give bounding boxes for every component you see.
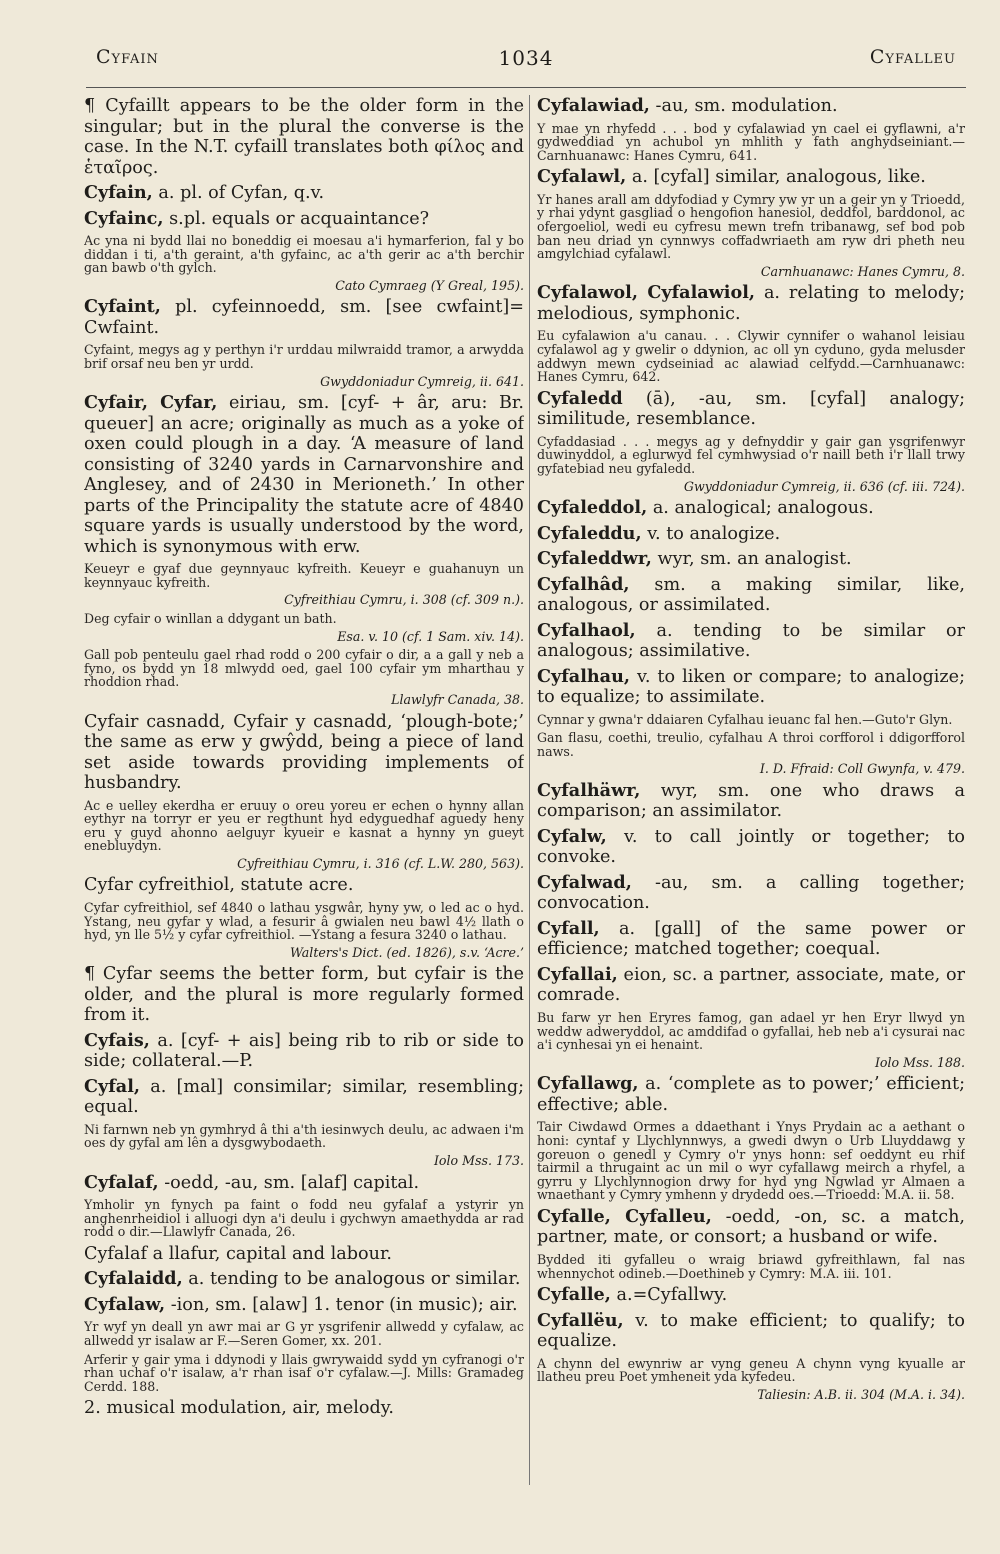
entry-headword: Cyfall, (537, 917, 600, 939)
dictionary-entry (84, 712, 524, 794)
dictionary-entry (84, 1295, 524, 1316)
citation: Llawlyfr Canada, 38. (391, 691, 524, 707)
quotation: Ac yna ni bydd llai no boneddig ei moesau a'i hymarferion, fal y bo diddan i ti, a'th geraint, a'th gyfainc, ac a'th gerir ac a'th berchir gan bawb o'th gylch. (84, 233, 524, 276)
citation: Cato Cymraeg (Y Greal, 195). (335, 277, 524, 293)
entry-definition: 2. musical modulation, air, melody. (84, 1398, 394, 1419)
entry-headword: Cyfalaidd, (84, 1268, 183, 1290)
entry-headword: Cyfallai, (537, 963, 618, 985)
entry-definition: -oedd, -on, sc. a match, partner, mate, or consort; a husband or wife. (537, 1206, 965, 1248)
dictionary-entry (537, 621, 965, 662)
left-column (84, 96, 524, 1496)
entry-headword: Cyfallawg, (537, 1073, 639, 1095)
quotation: Tair Ciwdawd Ormes a ddaethant i Ynys Prydain ac a aethant o honi: cyntaf y Llychlynnwys, a gwedi dwyn o Urb Lluyddawg y goreuon o genedl y Cymry o'r ynys honn: sef oeddynt eu rhif tairmil a thrugaint ac un mil o wyr cyfallawg meirch a rhyfel, a gyrru y Llychlynnogion drwy for hyd yng Ngwlad yr Almaen a wnaethant y Cymry ymhenn y drydedd oes.—Trioedd: M.A. ii. 58. (537, 1119, 965, 1203)
citation: I. D. Ffraid: Coll Gwynfa, v. 479. (759, 761, 965, 777)
entry-headword: Cyfaleddol, (537, 497, 648, 519)
citation: Cyfreithiau Cymru, i. 308 (cf. 309 n.). (284, 592, 524, 608)
entry-headword: Cyfallëu, (537, 1309, 624, 1331)
entry-definition: -au, sm. modulation. (655, 96, 838, 116)
right-column (537, 96, 965, 1496)
entry-headword: Cyfalhäwr, (537, 779, 641, 801)
entry-definition: ¶ Cyfaillt appears to be the older form in the singular; but in the plural the converse is the case. In the N.T. cyfaill translates both φίλος and ἑταῖρος. (84, 96, 524, 178)
entry-headword: Cyfalhau, (537, 665, 630, 687)
entry-definition: Cyfair casnadd, Cyfair y casnadd, ‘plough-bote;’ the same as erw y gwŷdd, being a piece of land set aside towards providing implements of husbandry. (84, 711, 524, 793)
dictionary-entry (84, 1244, 524, 1265)
entry-definition: ¶ Cyfar seems the better form, but cyfair is the older, and the plural is more regularly formed from it. (84, 964, 524, 1026)
entry-definition: s.pl. equals or acquaintance? (169, 208, 430, 229)
dictionary-entry (84, 96, 524, 178)
entry-definition: wyr, sm. an analogist. (657, 549, 852, 570)
entry-definition: pl. cyfeinnoedd, sm. [see cwfaint]= Cwfaint. (84, 297, 524, 338)
entry-headword: Cyfainc, (84, 207, 164, 229)
dictionary-entry (537, 1074, 965, 1115)
dictionary-entry (537, 389, 965, 430)
entry-definition: a. [cyfal] similar, analogous, like. (631, 167, 926, 188)
citation: Walters's Dict. (ed. 1826), s.v. ‘Acre.’ (289, 944, 524, 960)
entry-headword: Cyfaleddu, (537, 522, 642, 544)
dictionary-entry (84, 297, 524, 338)
quotation: A chynn del ewynriw ar vyng geneu A chynn vyng kyualle ar llatheu preu Poet ymheneit yda kyfedeu. (537, 1355, 965, 1385)
quotation: Gan flasu, coethi, treulio, cyfalhau A throi corfforol i ddigorfforol naws. (537, 730, 965, 759)
quotation: Y mae yn rhyfedd . . . bod y cyfalawiad yn cael ei gyflawni, a'r gydweddiad yn achubol yn mhlith y fath anghydseiniant.—Carnhuanawc: Hanes Cymru, 641. (537, 120, 965, 163)
entry-definition: v. to analogize. (647, 523, 781, 544)
entry-definition: Cyfalaf a llafur, capital and labour. (84, 1243, 393, 1264)
citation: Cyfreithiau Cymru, i. 316 (cf. L.W. 280, 563). (237, 855, 524, 871)
entry-headword: Cyfalawl, (537, 166, 627, 188)
dictionary-entry (537, 919, 965, 960)
dictionary-entry (84, 1031, 524, 1072)
entry-headword: Cyfalawol, Cyfalawiol, (537, 282, 756, 304)
dictionary-entry (537, 667, 965, 708)
citation: Gwyddoniadur Cymreig, ii. 636 (cf. iii. 724). (683, 478, 965, 494)
dictionary-entry (537, 1311, 965, 1352)
dictionary-entry (537, 498, 965, 519)
citation: Carnhuanawc: Hanes Cymru, 8. (760, 263, 965, 279)
quotation: Ni farnwn neb yn gymhryd â thi a'th iesinwych deulu, ac adwaen i'm oes dy gyfal am lên a dysgwybodaeth. (84, 1121, 524, 1151)
dictionary-entry (84, 1173, 524, 1194)
entry-headword: Cyfalhaol, (537, 619, 636, 641)
dictionary-entry (537, 96, 965, 117)
quotation: Cyfar cyfreithiol, sef 4840 o lathau ysgwâr, hyny yw, o led ac o hyd. Ystang, neu gyfar y wlad, a fesurir â gwialen neu bawl 4½ llath o hyd, yn lle 5½ y cyfar cyfreithiol. —Ystang a fesura 3240 o lathau. (84, 899, 524, 943)
running-head-left: Cyfain (96, 46, 159, 68)
entry-definition: a. tending to be analogous or similar. (188, 1269, 521, 1290)
header-rule (86, 87, 966, 88)
quotation: Cyfaint, megys ag y perthyn i'r urddau milwraidd tramor, a arwydda brif orsaf neu ben yr urdd. (84, 342, 524, 371)
quotation: Eu cyfalawion a'u canau. . . Clywir cynnifer o wahanol leisiau cyfalawol ag y gwelir o ddynion, ac oll yn cyduno, gyda melusder addwyn mewn cydseiniad ac alawiad celfydd.—Carnhuanawc: Hanes Cymru, 642. (537, 328, 965, 385)
quotation: Gall pob penteulu gael rhad rodd o 200 cyfair o dir, a a gall y neb a fyno, os bydd yn 18 mlwydd oed, gael 100 cyfair ym mharthau y rhoddion rhad. (84, 647, 524, 690)
entry-definition: a. tending to be similar or analogous; assimilative. (537, 620, 965, 662)
dictionary-entry (537, 524, 965, 545)
entry-definition: a. ‘complete as to power;’ efficient; effective; able. (537, 1074, 965, 1115)
dictionary-entry (537, 549, 965, 570)
entry-headword: Cyfalwad, (537, 871, 632, 893)
quotation: Yr hanes arall am ddyfodiad y Cymry yw yr un a geir yn y Trioedd, y rhai ydynt gasgliad o hengofion hanesiol, deddfol, barddonol, ac ofergoeliol, wedi eu cyfresu mewn trefn tribanawg, sef bod pob ban neu driad yn cynnwys coffadwriaeth am ryw dri pheth neu amgylchiad cyfalawl. (537, 191, 965, 262)
entry-definition: -oedd, -au, sm. [alaf] capital. (164, 1172, 420, 1193)
citation: Taliesin: A.B. ii. 304 (M.A. i. 34). (757, 1386, 965, 1402)
entry-headword: Cyfal, (84, 1075, 141, 1097)
entry-headword: Cyfaint, (84, 296, 161, 318)
dictionary-entry (84, 875, 524, 896)
entry-definition: Cyfar cyfreithiol, statute acre. (84, 875, 354, 896)
quotation: Yr wyf yn deall yn awr mai ar G yr ysgrifenir allwedd y cyfalaw, ac allwedd yr isalaw ar F.—Seren Gomer, xx. 201. (84, 1319, 524, 1348)
entry-headword: Cyfalw, (537, 825, 607, 847)
entry-definition: a. [gall] of the same power or efficience; matched together; coequal. (537, 918, 965, 960)
entry-definition: a. [mal] consimilar; similar, resembling; equal. (84, 1076, 524, 1118)
entry-definition: eion, sc. a partner, associate, mate, or comrade. (537, 964, 965, 1006)
entry-headword: Cyfalhâd, (537, 573, 630, 595)
entry-headword: Cyfain, (84, 182, 153, 203)
entry-definition: a. analogical; analogous. (652, 498, 874, 519)
dictionary-entry (84, 393, 524, 557)
dictionary-entry (537, 873, 965, 914)
dictionary-entry (537, 781, 965, 822)
entry-definition: -ion, sm. [alaw] 1. tenor (in music); air. (170, 1294, 518, 1315)
entry-headword: Cyfair, Cyfar, (84, 392, 218, 414)
entry-definition: wyr, sm. one who draws a comparison; an assimilator. (537, 780, 965, 822)
dictionary-entry (84, 183, 524, 204)
quotation: Cynnar y gwna'r ddaiaren Cyfalhau ieuanc fal hen.—Guto'r Glyn. (537, 711, 953, 727)
running-head-right: Cyfalleu (869, 46, 956, 68)
entry-headword: Cyfalle, (537, 1284, 611, 1306)
citation: Esa. v. 10 (cf. 1 Sam. xiv. 14). (337, 628, 524, 644)
dictionary-entry (84, 209, 524, 230)
quotation: Bydded iti gyfalleu o wraig briawd gyfreithlawn, fal nas whennychot odineb.—Doethineb y Cymry: M.A. iii. 101. (537, 1251, 965, 1281)
quotation: Keueyr e gyaf due geynnyauc kyfreith. Keueyr e guahanuyn un keynnyauc kyfreith. (84, 561, 524, 590)
entry-definition: v. to liken or compare; to analogize; to equalize; to assimilate. (537, 666, 965, 708)
quotation: Cyfaddasiad . . . megys ag y defnyddir y gair gan ysgrifenwyr duwinyddol, a eglurwyd fel cymhwysiad o'r naill beth i'r llall trwy gyfatebiad neu gyfaledd. (537, 433, 965, 476)
entry-definition: a. relating to melody; melodious, symphonic. (537, 283, 965, 324)
entry-definition: a. [cyf- + ais] being rib to rib or side to side; collateral.—P. (84, 1030, 524, 1072)
page-number: 1034 (498, 46, 554, 70)
entry-definition: a. pl. of Cyfan, q.v. (158, 183, 325, 203)
dictionary-entry (537, 283, 965, 324)
entry-headword: Cyfalawiad, (537, 96, 650, 116)
dictionary-entry (84, 964, 524, 1026)
dictionary-entry (84, 1077, 524, 1118)
dictionary-entry (537, 827, 965, 868)
entry-definition: v. to call jointly or together; to convoke. (537, 826, 965, 868)
entry-definition: v. to make efficient; to qualify; to equalize. (537, 1310, 965, 1352)
entry-definition: -au, sm. a calling together; convocation. (537, 872, 965, 914)
dictionary-entry (537, 1207, 965, 1248)
quotation: Bu farw yr hen Eryres famog, gan adael yr hen Eryr llwyd yn weddw adweryddol, ac amddifad o gyfallai, heb neb a'i cysurai nac a'i cynhesai yn ei henaint. (537, 1009, 965, 1053)
citation: Iolo Mss. 188. (874, 1054, 965, 1070)
dictionary-entry (537, 575, 965, 616)
entry-headword: Cyfais, (84, 1029, 150, 1051)
entry-definition: sm. a making similar, like, analogous, or assimilated. (537, 574, 965, 616)
entry-headword: Cyfaleddwr, (537, 548, 652, 570)
entry-headword: Cyfalaf, (84, 1171, 159, 1193)
page-header (86, 40, 966, 80)
entry-headword: Cyfalle, Cyfalleu, (537, 1205, 712, 1227)
dictionary-entry (537, 167, 965, 188)
quotation: Deg cyfair o winllan a ddygant un bath. (84, 610, 337, 626)
dictionary-entry (84, 1398, 524, 1419)
entry-headword: Cyfaledd (537, 387, 623, 409)
entry-headword: Cyfalaw, (84, 1293, 166, 1315)
quotation: Ac e uelley ekerdha er eruuy o oreu yoreu er echen o hynny allan eythyr na torryr er yeu er regthunt hyd edyguedhaf aguedy heny eru y guyd ahonno aelguyr kyueir e kasnat a hynny yn gueyt enebluydyn. (84, 797, 524, 854)
citation: Gwyddoniadur Cymreig, ii. 641. (320, 373, 524, 389)
entry-definition: (ā), -au, sm. [cyfal] analogy; similitude, resemblance. (537, 388, 965, 430)
citation: Iolo Mss. 173. (433, 1153, 524, 1169)
column-divider (529, 95, 530, 1485)
dictionary-entry (537, 965, 965, 1006)
entry-definition: eiriau, sm. [cyf- + âr, aru: Br. queuer] an acre; originally as much as a yoke of oxen could plough in a day. ‘A measure of land consisting of 3240 yards in Carnarvonshire and Anglesey, and of 2430 in Merioneth.’ In other parts of the Principality the statute acre of 4840 square yards is usually understood by the word, which is synonymous with erw. (84, 393, 524, 557)
quotation: Ymholir yn fynych pa faint o fodd neu gyfalaf a ystyrir yn anghenrheidiol i alluogi dyn a'i deulu i gychwyn amaethydda ar rad rodd o dir.—Llawlyfr Canada, 26. (84, 1197, 524, 1240)
dictionary-entry (537, 1285, 965, 1306)
dictionary-entry (84, 1269, 524, 1290)
entry-definition: a.=Cyfallwy. (616, 1285, 728, 1306)
quotation: Arferir y gair yma i ddynodi y llais gwrywaidd sydd yn cyfranogi o'r rhan uchaf o'r isalaw, a'r rhan isaf o'r cyfalaw.—J. Mills: Gramadeg Cerdd. 188. (84, 1351, 524, 1394)
